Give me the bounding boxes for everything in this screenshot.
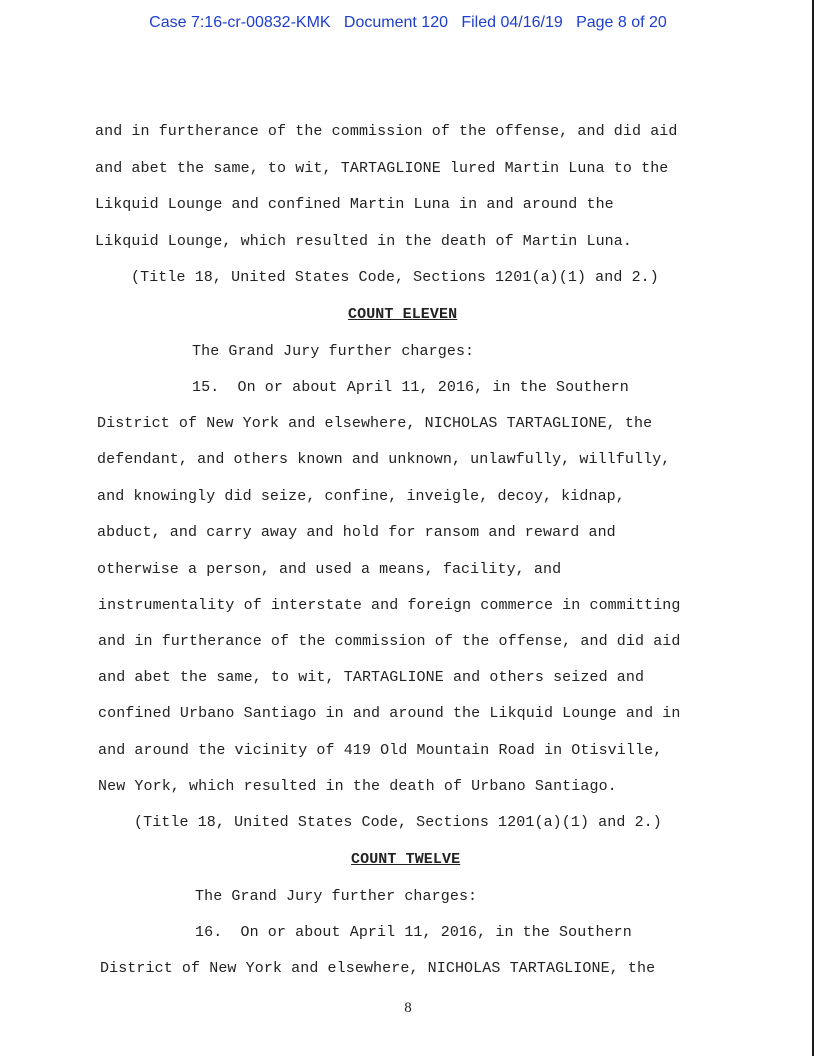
body-line: defendant, and others known and unknown, unlawfully, willfully, [97, 451, 671, 468]
page-number: 8 [404, 1000, 412, 1016]
body-line: and around the vicinity of 419 Old Mountain Road in Otisville, [98, 742, 663, 759]
filed-date: Filed 04/16/19 [461, 14, 563, 31]
body-line: otherwise a person, and used a means, facility, and [97, 561, 562, 578]
citation-line: (Title 18, United States Code, Sections 1201(a)(1) and 2.) [134, 814, 662, 831]
body-line: Likquid Lounge, which resulted in the death of Martin Luna. [95, 233, 632, 250]
body-line: The Grand Jury further charges: [192, 343, 475, 360]
count-eleven-heading: COUNT ELEVEN [348, 306, 458, 323]
paragraph-16-start: 16. On or about April 11, 2016, in the Southern [195, 924, 632, 941]
body-line: instrumentality of interstate and foreign commerce in committing [98, 597, 681, 614]
document-number: Document 120 [343, 14, 448, 31]
body-line: confined Urbano Santiago in and around the Likquid Lounge and in [98, 705, 681, 722]
page-indicator: Page 8 of 20 [576, 14, 667, 31]
body-line: New York, which resulted in the death of Urbano Santiago. [98, 778, 617, 795]
body-line: and in furtherance of the commission of the offense, and did aid [95, 123, 678, 140]
case-number: Case 7:16-cr-00832-KMK [149, 14, 331, 31]
body-line: and abet the same, to wit, TARTAGLIONE lured Martin Luna to the [95, 160, 669, 177]
body-line: The Grand Jury further charges: [195, 888, 478, 905]
body-line: abduct, and carry away and hold for ransom and reward and [97, 524, 616, 541]
paragraph-15-start: 15. On or about April 11, 2016, in the Southern [192, 379, 629, 396]
count-twelve-heading: COUNT TWELVE [351, 851, 461, 868]
citation-line: (Title 18, United States Code, Sections 1201(a)(1) and 2.) [131, 269, 659, 286]
body-line: and in furtherance of the commission of the offense, and did aid [98, 633, 681, 650]
case-header [0, 14, 816, 32]
body-line: District of New York and elsewhere, NICHOLAS TARTAGLIONE, the [100, 960, 656, 977]
body-line: Likquid Lounge and confined Martin Luna in and around the [95, 196, 614, 213]
body-line: and abet the same, to wit, TARTAGLIONE and others seized and [98, 669, 645, 686]
page-edge [812, 0, 814, 1056]
body-line: District of New York and elsewhere, NICHOLAS TARTAGLIONE, the [97, 415, 653, 432]
body-line: and knowingly did seize, confine, inveigle, decoy, kidnap, [97, 488, 625, 505]
